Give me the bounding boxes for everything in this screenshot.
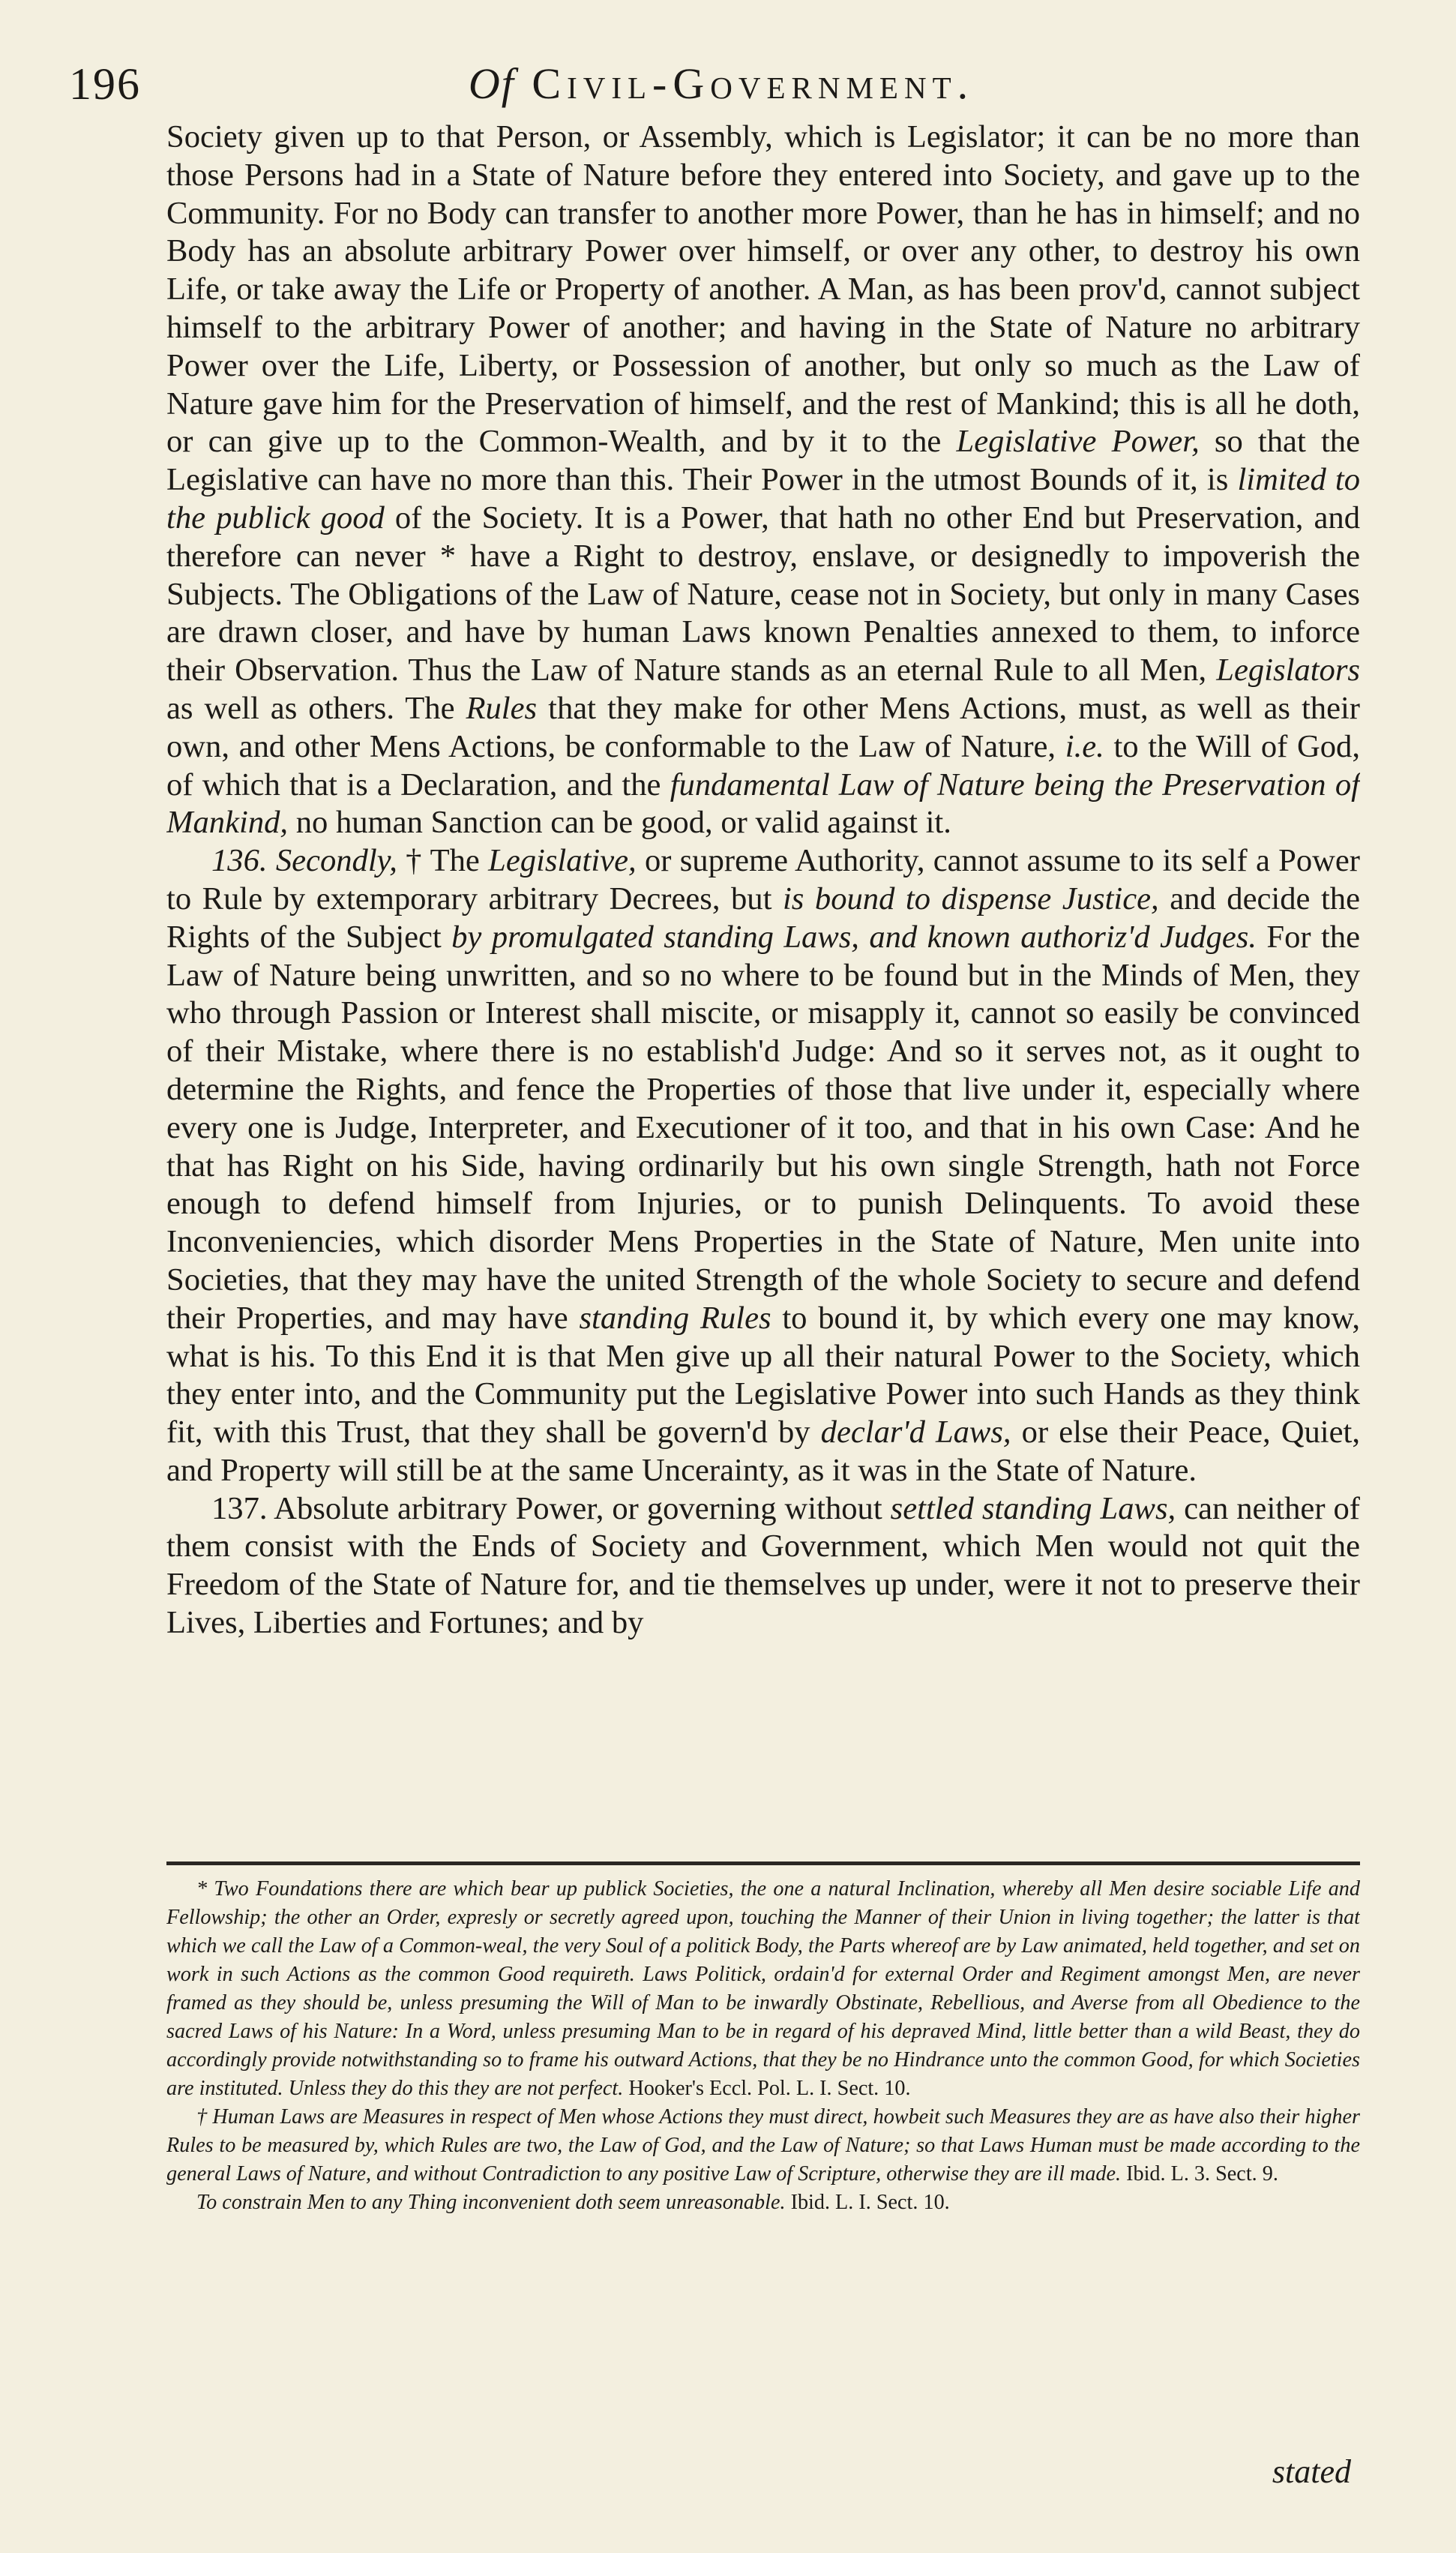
paragraph-137: 137. Absolute arbitrary Power, or governing without settled standing Laws, can neither of them consist with the Ends of Society and Government, which Men would not quit the Freedom of the State of Nature for, and tie themselves up under, were it not to preserve their Lives, Liberties and Fortunes; and by: [166, 1490, 1360, 1641]
paragraph-continued: Society given up to that Person, or Assembly, which is Legislator; it can be no more than those Persons had in a State of Nature before they entered into Society, and gave up to the Community. For no Body can transfer to another more Power, than he has in himself; and no Body has an absolute arbitrary Power over himself, or over any other, to destroy his own Life, or take away the Life or Property of another. A Man, as has been prov'd, cannot subject himself to the arbitrary Power of another; and having in the State of Nature no arbitrary Power over the Life, Liberty, or Possession of another, but only so much as the Law of Nature gave him for the Preservation of himself, and the rest of Mankind; this is all he doth, or can give up to the Common-Wealth, and by it to the Legislative Power, so that the Legislative can have no more than this. Their Power in the utmost Bounds of it, is limited to the publick good of the Society. It is a Power, that hath no other End but Preservation, and therefore can never * have a Right to destroy, enslave, or designedly to impoverish the Subjects. The Obligations of the Law of Nature, cease not in Society, but only in many Cases are drawn closer, and have by human Laws known Penalties annexed to them, to inforce their Observation. Thus the Law of Nature stands as an eternal Rule to all Men, Legislators as well as others. The Rules that they make for other Mens Actions, must, as well as their own, and other Mens Actions, be conformable to the Law of Nature, i.e. to the Will of God, of which that is a Declaration, and the fundamental Law of Nature being the Preservation of Mankind, no human Sanction can be good, or valid against it.: [166, 119, 1360, 841]
page-number: 196: [69, 59, 141, 109]
section-number-137: 137.: [211, 1490, 268, 1526]
main-text: [166, 118, 1360, 1866]
footnotes: [166, 1875, 1360, 2445]
footnote-dagger: † Human Laws are Measures in respect of Men whose Actions they must direct, howbeit such Measures they are as have also their higher Rules to be measured by, which Rules are two, the Law of God, and the Law of Nature; so that Laws Human must be made according to the general Laws of Nature, and without Contradiction to any positive Law of Scripture, otherwise they are ill made. Ibid. L. 3. Sect. 9.: [166, 2105, 1360, 2186]
running-title: [69, 58, 1374, 109]
paragraph-136: 136. Secondly, † The Legislative, or supreme Authority, cannot assume to its self a Power to Rule by extemporary arbitrary Decrees, but is bound to dispense Justice, and decide the Rights of the Subject by promulgated standing Laws, and known authoriz'd Judges. For the Law of Nature being unwritten, and so no where to be found but in the Minds of Men, they who through Passion or Interest shall miscite, or misapply it, cannot so easily be convinced of their Mistake, where there is no establish'd Judge: And so it serves not, as it ought to determine the Rights, and fence the Properties of those that live under it, especially where every one is Judge, Interpreter, and Executioner of it too, and that in his own Case: And he that has Right on his Side, having ordinarily but his own single Strength, hath not Force enough to defend himself from Injuries, or to punish Delinquents. To avoid these Inconveniencies, which disorder Mens Properties in the State of Nature, Men unite into Societies, that they may have the united Strength of the whole Society to secure and defend their Properties, and may have standing Rules to bound it, by which every one may know, what is his. To this End it is that Men give up all their natural Power to the Society, which they enter into, and the Community put the Legislative Power into such Hands as they think fit, with this Trust, that they shall be govern'd by declar'd Laws, or else their Peace, Quiet, and Property will still be at the same Uncerainty, as it was in the State of Nature.: [166, 843, 1360, 1488]
running-title-of: Of: [468, 59, 515, 108]
catchword: stated: [1272, 2453, 1351, 2490]
section-number-136: 136.: [211, 843, 268, 879]
footnote-asterisk: * Two Foundations there are which bear up publick Societies, the one a natural Inclination, whereby all Men desire sociable Life and Fellowship; the other an Order, expresly or secretly agreed upon, touching the Manner of their Union in living together; the latter is that which we call the Law of a Common-weal, the very Soul of a politick Body, the Parts whereof are by Law animated, held together, and set on work in such Actions as the common Good requireth. Laws Politick, ordain'd for external Order and Regiment amongst Men, are never framed as they should be, unless presuming the Will of Man to be inwardly Obstinate, Rebellious, and Averse from all Obedience to the sacred Laws of his Nature: In a Word, unless presuming Man to be in regard of his depraved Mind, little better than a wild Beast, they do accordingly provide notwithstanding so to frame his outward Actions, that they be no Hindrance unto the common Good, for which Societies are instituted. Unless they do this they are not perfect. Hooker's Eccl. Pol. L. I. Sect. 10.: [166, 1877, 1360, 2100]
running-title-main: Civil-Government.: [532, 59, 975, 108]
footnote-third: To constrain Men to any Thing inconvenient doth seem unreasonable. Ibid. L. I. Sect. 10.: [196, 2191, 950, 2214]
footnote-rule: [166, 1862, 1360, 1865]
running-head: [69, 58, 1374, 118]
